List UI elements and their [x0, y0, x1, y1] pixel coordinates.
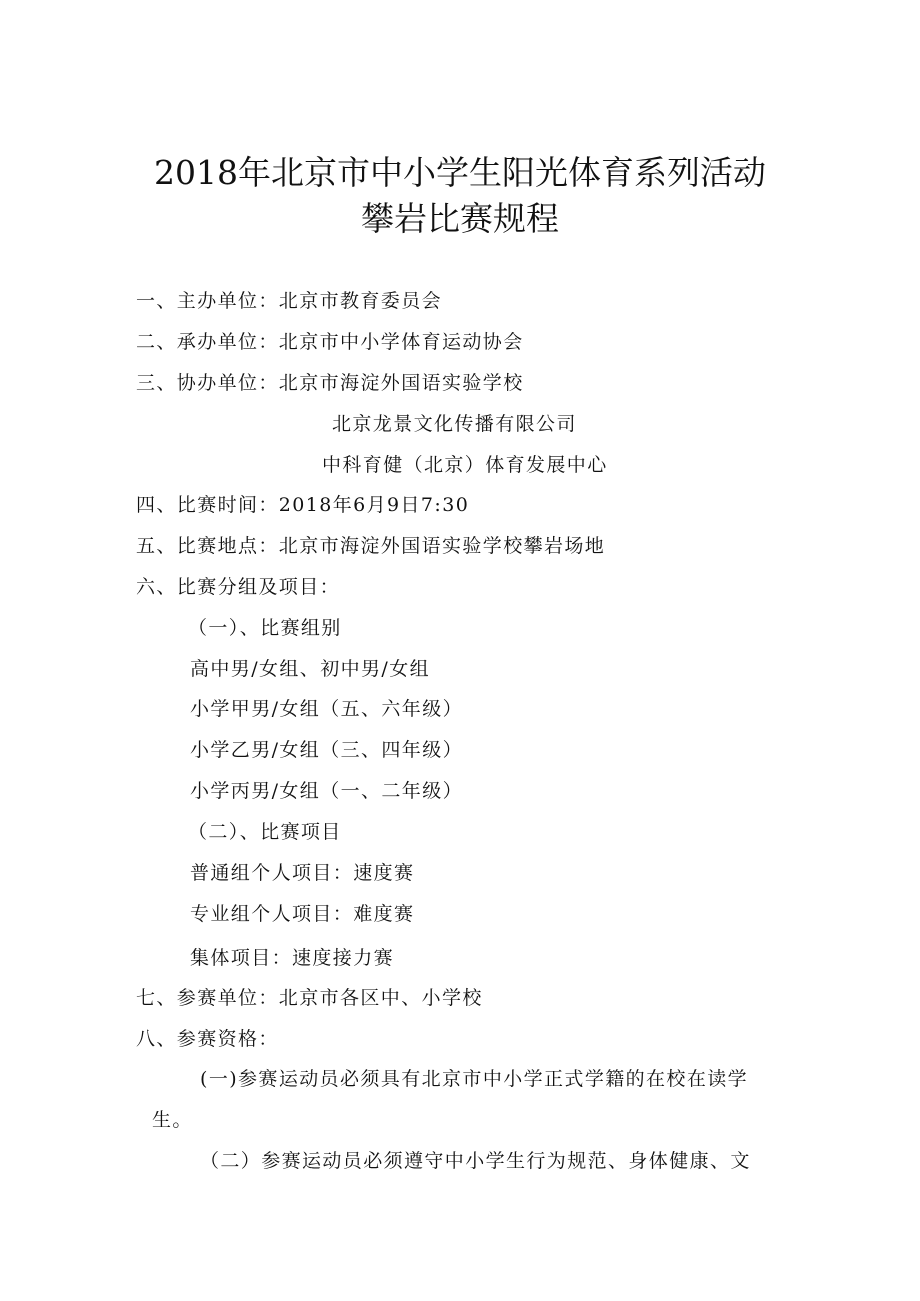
eligibility-paragraph-1: (一)参赛运动员必须具有北京市中小学正式学籍的在校在读学: [200, 1068, 749, 1090]
eligibility-paragraph-1-continued: 生。: [152, 1109, 193, 1131]
event-item: 普通组个人项目：速度赛: [190, 862, 415, 884]
section-co-organizer-3: 中科育健（北京）体育发展中心: [322, 454, 608, 476]
event-item: 集体项目：速度接力赛: [190, 947, 395, 969]
eligibility-paragraph-2: （二）参赛运动员必须遵守中小学生行为规范、身体健康、文: [200, 1150, 751, 1172]
group-item: 小学丙男/女组（一、二年级）: [190, 780, 464, 802]
section-time: 四、比赛时间：2018年6月9日7:30: [136, 494, 470, 516]
section-participants: 七、参赛单位：北京市各区中、小学校: [136, 987, 483, 1009]
section-groups-heading: 六、比赛分组及项目：: [136, 576, 341, 598]
section-undertaker: 二、承办单位：北京市中小学体育运动协会: [136, 331, 524, 353]
section-venue: 五、比赛地点：北京市海淀外国语实验学校攀岩场地: [136, 535, 606, 557]
events-subheading: （二）、比赛项目: [188, 821, 342, 843]
groups-subheading: （一）、比赛组别: [188, 617, 342, 639]
section-co-organizer: 三、协办单位：北京市海淀外国语实验学校: [136, 372, 524, 394]
group-item: 小学乙男/女组（三、四年级）: [190, 739, 464, 761]
document-title-line-1: 2018年北京市中小学生阳光体育系列活动: [154, 153, 766, 192]
group-item: 高中男/女组、初中男/女组: [190, 658, 431, 680]
document-title-line-2: 攀岩比赛规程: [361, 199, 559, 238]
event-item: 专业组个人项目：难度赛: [190, 903, 415, 925]
section-organizer: 一、主办单位：北京市教育委员会: [136, 290, 443, 312]
section-eligibility-heading: 八、参赛资格：: [136, 1028, 279, 1050]
section-co-organizer-2: 北京龙景文化传播有限公司: [332, 413, 577, 435]
group-item: 小学甲男/女组（五、六年级）: [190, 698, 464, 720]
